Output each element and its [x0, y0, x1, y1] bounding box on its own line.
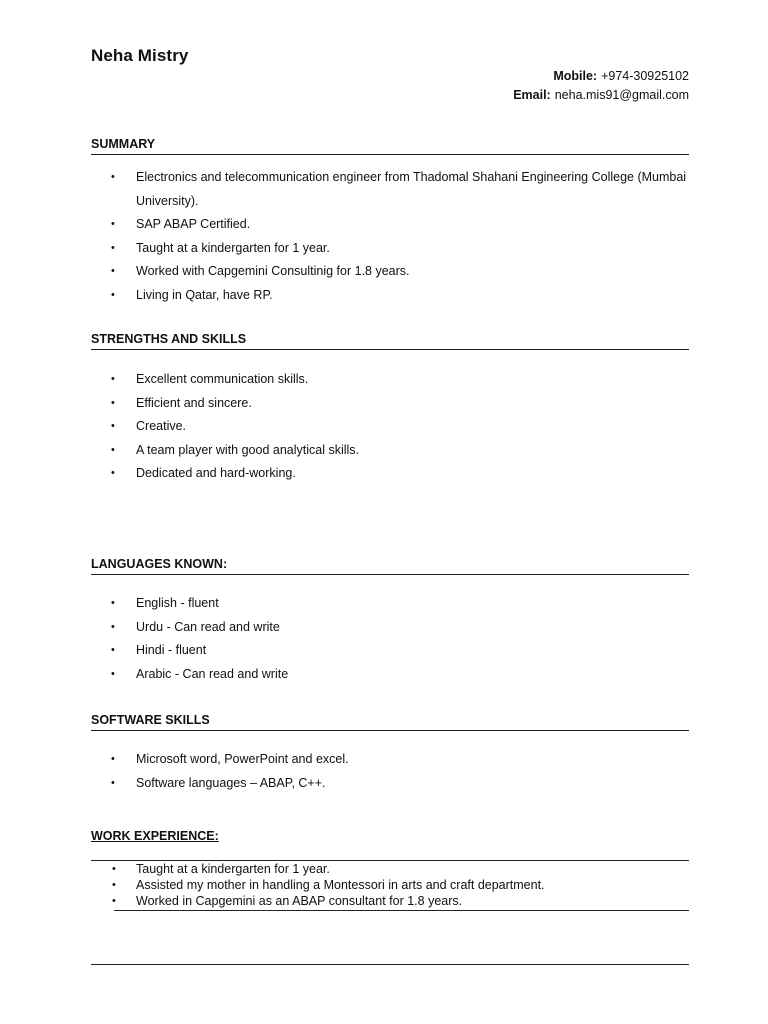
languages-list: [91, 592, 689, 686]
email-label: Email:: [513, 88, 551, 102]
summary-list: [91, 166, 689, 307]
list-item: • Urdu - Can read and write: [91, 616, 689, 640]
list-item: • Efficient and sincere.: [91, 392, 689, 416]
list-item: • English - fluent: [91, 592, 689, 616]
strengths-heading: STRENGTHS AND SKILLS: [91, 332, 689, 350]
candidate-name: Neha Mistry: [91, 46, 189, 65]
summary-heading: SUMMARY: [91, 137, 689, 155]
list-item: • Hindi - fluent: [91, 639, 689, 663]
list-item: • A team player with good analytical skills.: [91, 439, 689, 463]
list-item: • Living in Qatar, have RP.: [91, 284, 689, 308]
list-item: • Assisted my mother in handling a Montessori in arts and craft department.: [114, 877, 689, 893]
mobile-line: [553, 69, 689, 83]
software-heading: SOFTWARE SKILLS: [91, 713, 689, 731]
list-item: • Dedicated and hard-working.: [91, 462, 689, 486]
footer-divider: [91, 964, 689, 965]
work-heading-text: WORK EXPERIENCE:: [91, 829, 219, 843]
mobile-label: Mobile:: [553, 69, 598, 83]
work-box: [91, 860, 689, 911]
list-item: • Taught at a kindergarten for 1 year.: [91, 237, 689, 261]
list-item: • Worked in Capgemini as an ABAP consultant for 1.8 years.: [114, 893, 689, 909]
list-item: • Creative.: [91, 415, 689, 439]
languages-heading: LANGUAGES KNOWN:: [91, 557, 689, 575]
list-item: • Excellent communication skills.: [91, 368, 689, 392]
list-item: • Software languages – ABAP, C++.: [91, 772, 689, 796]
work-list: [114, 861, 689, 909]
mobile-value: +974-30925102: [601, 69, 689, 83]
list-item: • Taught at a kindergarten for 1 year.: [114, 861, 689, 877]
list-item: • Microsoft word, PowerPoint and excel.: [91, 748, 689, 772]
list-item: • Electronics and telecommunication engineer from Thadomal Shahani Engineering College (Mumbai University).: [91, 166, 689, 213]
email-value: neha.mis91@gmail.com: [554, 88, 689, 102]
email-line: [513, 88, 689, 102]
list-item: • Worked with Capgemini Consultinig for 1.8 years.: [91, 260, 689, 284]
strengths-list: [91, 368, 689, 486]
list-item: • SAP ABAP Certified.: [91, 213, 689, 237]
work-heading: [91, 829, 689, 846]
list-item: • Arabic - Can read and write: [91, 663, 689, 687]
software-list: [91, 748, 689, 795]
